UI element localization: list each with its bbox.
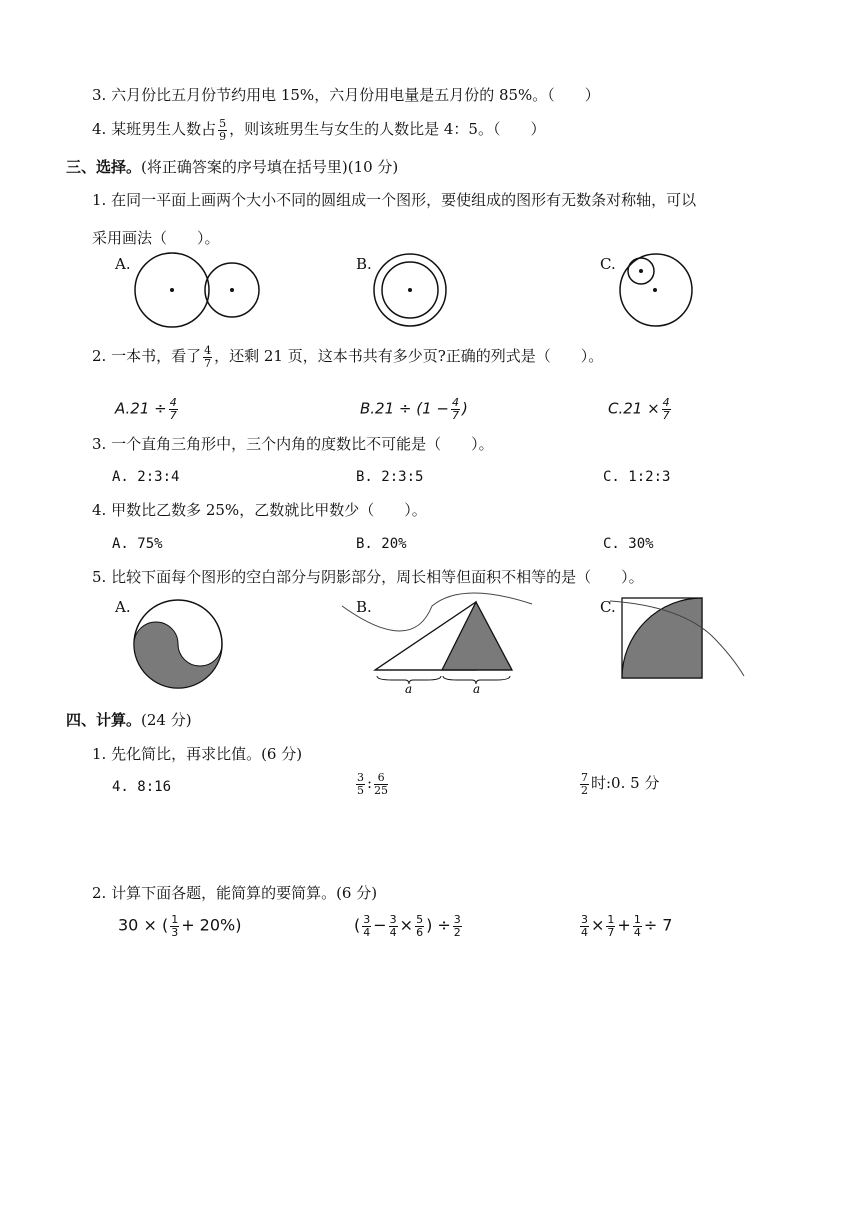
yin-yang-circle-figure bbox=[132, 598, 227, 693]
calc-c: $\frac{3}{4}$ × $\frac{1}{7}$ + $\frac{1}{4}$ ÷ 7 bbox=[581, 913, 673, 939]
calc-a: 30 × ( $\frac{1}{3}$ + 20%) bbox=[118, 913, 242, 939]
sec3-q3: 3. 一个直角三角形中，三个内角的度数比不可能是（ ）。 bbox=[92, 435, 494, 453]
segment-label-a: a bbox=[473, 682, 481, 696]
q3-option-b: B. 2:3:5 bbox=[356, 469, 424, 485]
section-4-heading: 四、计算。(24 分) bbox=[66, 711, 192, 729]
internal-circles-figure bbox=[618, 250, 703, 330]
sec3-q1-line2: 采用画法（ ）。 bbox=[92, 229, 220, 247]
sec4-q2: 2. 计算下面各题，能简算的要简算。(6 分) bbox=[92, 884, 378, 902]
sec4-q1: 1. 先化简比，再求比值。(6 分) bbox=[92, 745, 303, 763]
q2-option-b: B.21 ÷ (1 − $\frac{4}{7}$ ) bbox=[360, 396, 468, 422]
calc-b: ( $\frac{3}{4}$ − $\frac{3}{4}$ × $\frac{5}{6}$ ) ÷ $\frac{3}{2}$ bbox=[354, 913, 461, 939]
q1-option-a-label: A. bbox=[115, 255, 131, 273]
q3-option-a: A. 2:3:4 bbox=[112, 469, 180, 485]
q2-option-c: C.21 × $\frac{4}{7}$ bbox=[608, 396, 670, 422]
q5-option-a-label: A. bbox=[115, 598, 131, 616]
ratio-b: $\frac{3}{5}$ : $\frac{6}{25}$ bbox=[357, 771, 389, 797]
q4-option-c: C. 30% bbox=[603, 536, 654, 552]
section-3-heading: 三、选择。(将正确答案的序号填在括号里)(10 分) bbox=[66, 158, 399, 176]
q2-option-a: A.21 ÷ $\frac{4}{7}$ bbox=[115, 396, 177, 422]
sec3-q2: 2. 一本书，看了 $\frac{4}{7}$ ，还剩 21 页，这本书共有多少页?正确的列式是（ ）。 bbox=[92, 344, 604, 370]
fraction: $\frac{4}{7}$ bbox=[204, 344, 212, 370]
fraction: $\frac{5}{9}$ bbox=[219, 117, 227, 143]
q5-option-c-label: C. bbox=[600, 598, 616, 616]
two-tangent-circles-figure bbox=[130, 250, 265, 330]
q1-option-c-label: C. bbox=[600, 255, 616, 273]
ratio-c: $\frac{7}{2}$ 时:0. 5 分 bbox=[581, 771, 660, 797]
sec3-q1-line1: 1. 在同一平面上画两个大小不同的圆组成一个图形，要使组成的图形有无数条对称轴，可以 bbox=[92, 191, 697, 209]
q1-option-b-label: B. bbox=[356, 255, 372, 273]
ratio-a: 4. 8:16 bbox=[112, 779, 172, 795]
q4-option-a: A. 75% bbox=[112, 536, 163, 552]
judge-q3: 3. 六月份比五月份节约用电 15%，六月份用电量是五月份的 85%。（ ） bbox=[92, 86, 600, 104]
q5-option-b-label: B. bbox=[356, 598, 372, 616]
concentric-circles-figure bbox=[370, 250, 455, 330]
sec3-q5: 5. 比较下面每个图形的空白部分与阴影部分，周长相等但面积不相等的是（ ）。 bbox=[92, 568, 644, 586]
segment-label-a: a bbox=[405, 682, 413, 696]
quarter-circle-square-figure bbox=[620, 596, 760, 686]
triangle-figure bbox=[372, 596, 522, 696]
q4-option-b: B. 20% bbox=[356, 536, 407, 552]
sec3-q4: 4. 甲数比乙数多 25%，乙数就比甲数少（ ）。 bbox=[92, 501, 427, 519]
judge-q4: 4. 某班男生人数占 $\frac{5}{9}$ ，则该班男生与女生的人数比是 4：5。（ ） bbox=[92, 117, 546, 143]
q3-option-c: C. 1:2:3 bbox=[603, 469, 671, 485]
